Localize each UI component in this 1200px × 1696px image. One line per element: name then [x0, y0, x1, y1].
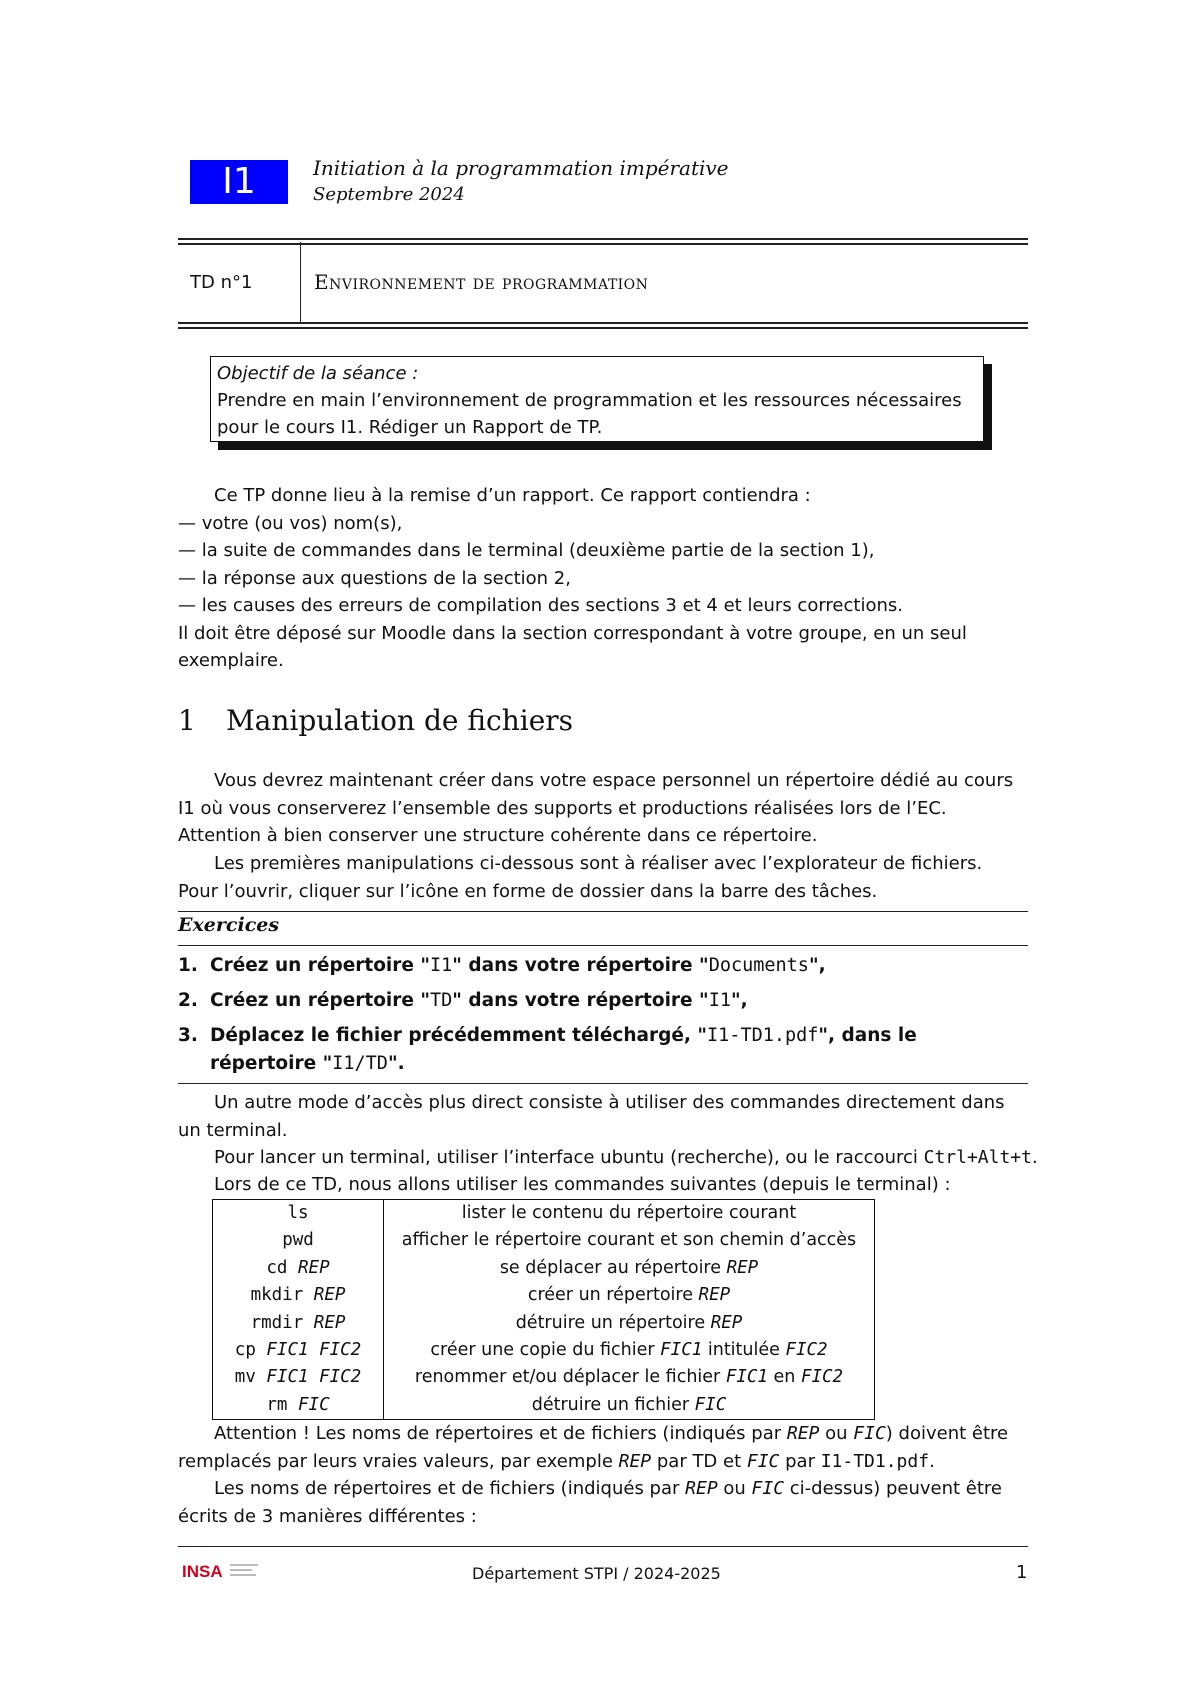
section-paragraph-2: Les premières manipulations ci-dessous sont à réaliser avec l’explorateur de fichiers. Pour l’ouvrir, cliquer sur l’icône en forme de dossier dans la barre des tâches. [178, 853, 983, 902]
exercises-rule-top [178, 911, 1028, 912]
table-row: rm FIC détruire un fichier FIC [213, 1392, 875, 1420]
table-row: mkdir REP créer un répertoire REP [213, 1282, 875, 1309]
list-item: — la réponse aux questions de la section 2, [178, 567, 571, 589]
list-item: — votre (ou vos) nom(s), [178, 512, 403, 534]
exercises-title: Exercices [178, 914, 280, 936]
table-row: cd REP se déplacer au répertoire REP [213, 1255, 875, 1282]
course-date: Septembre 2024 [313, 184, 465, 205]
list-item: — la suite de commandes dans le terminal (deuxième partie de la section 1), [178, 540, 875, 561]
header-rule-bottom [178, 322, 1028, 324]
exercise-item: 1. Créez un répertoire "I1" dans votre répertoire "Documents", [178, 955, 826, 976]
terminal-paragraph-2: Pour lancer un terminal, utiliser l’interface ubuntu (recherche), ou le raccourci Ctrl+Alt+t. [214, 1147, 1038, 1168]
header-rule-top-2 [178, 243, 1028, 245]
names-paragraph: Les noms de répertoires et de fichiers (indiqués par REP ou FIC ci-dessus) peuvent être écrits de 3 manières différentes : [178, 1478, 1002, 1527]
table-row: ls lister le contenu du répertoire courant [213, 1200, 875, 1228]
objective-label: Objectif de la séance : [217, 363, 419, 384]
exercises-rule-mid [178, 945, 1028, 946]
section-number: 1 [178, 704, 196, 737]
list-item: — les causes des erreurs de compilation des sections 3 et 4 et leurs corrections. [178, 595, 903, 616]
section-heading [178, 704, 573, 737]
table-row: mv FIC1 FIC2 renommer et/ou déplacer le fichier FIC1 en FIC2 [213, 1364, 875, 1391]
section-paragraph-1: Vous devrez maintenant créer dans votre espace personnel un répertoire dédié au cours I1 où vous conserverez l’ensemble des supports et productions réalisées lors de l’EC. Attention à bien conserver une structure cohérente dans ce répertoire. [178, 770, 1014, 846]
intro-block [178, 482, 1028, 675]
exercises-rule-bottom [178, 1083, 1028, 1084]
terminal-paragraph-1: Un autre mode d’accès plus direct consiste à utiliser des commandes directement dans un terminal. [178, 1092, 1005, 1141]
objective-box [210, 356, 984, 442]
header-rule-top [178, 238, 1028, 240]
footer-rule [178, 1546, 1028, 1547]
header-rule-bottom-2 [178, 327, 1028, 329]
svg-text:INSA: INSA [182, 1562, 223, 1581]
insa-logo [182, 1561, 262, 1586]
course-title: Initiation à la programmation impérative [313, 156, 729, 180]
td-separator [300, 242, 301, 324]
commands-table [212, 1199, 875, 1420]
intro-lead: Ce TP donne lieu à la remise d’un rapport. Ce rapport contiendra : [214, 485, 811, 506]
objective-line-1: Prendre en main l’environnement de programmation et les ressources nécessaires [217, 390, 962, 411]
section-title: Manipulation de fichiers [226, 704, 574, 737]
intro-closing: Il doit être déposé sur Moodle dans la section correspondant à votre groupe, en un seul exemplaire. [178, 622, 967, 671]
exercise-item: 2. Créez un répertoire "TD" dans votre répertoire "I1", [178, 990, 748, 1011]
attention-paragraph: Attention ! Les noms de répertoires et de fichiers (indiqués par REP ou FIC) doivent être remplacés par leurs vraies valeurs, par exemple REP par TD et FIC par I1-TD1.pdf. [178, 1423, 1009, 1472]
td-title: Environnement de programmation [314, 270, 649, 294]
td-label: TD n°1 [190, 272, 253, 293]
table-row: pwd afficher le répertoire courant et son chemin d’accès [213, 1227, 875, 1254]
table-row: rmdir REP détruire un répertoire REP [213, 1310, 875, 1337]
table-row: cp FIC1 FIC2 créer une copie du fichier FIC1 intitulée FIC2 [213, 1337, 875, 1364]
exercise-item: 3. Déplacez le fichier précédemment téléchargé, "I1-TD1.pdf", dans le répertoire "I1/TD". [178, 1025, 917, 1074]
page-number: 1 [1016, 1562, 1028, 1583]
terminal-paragraph-3: Lors de ce TD, nous allons utiliser les commandes suivantes (depuis le terminal) : [214, 1174, 951, 1195]
objective-line-2: pour le cours I1. Rédiger un Rapport de TP. [217, 417, 603, 438]
footer-text: Département STPI / 2024-2025 [472, 1564, 721, 1583]
course-badge: I1 [190, 160, 288, 204]
